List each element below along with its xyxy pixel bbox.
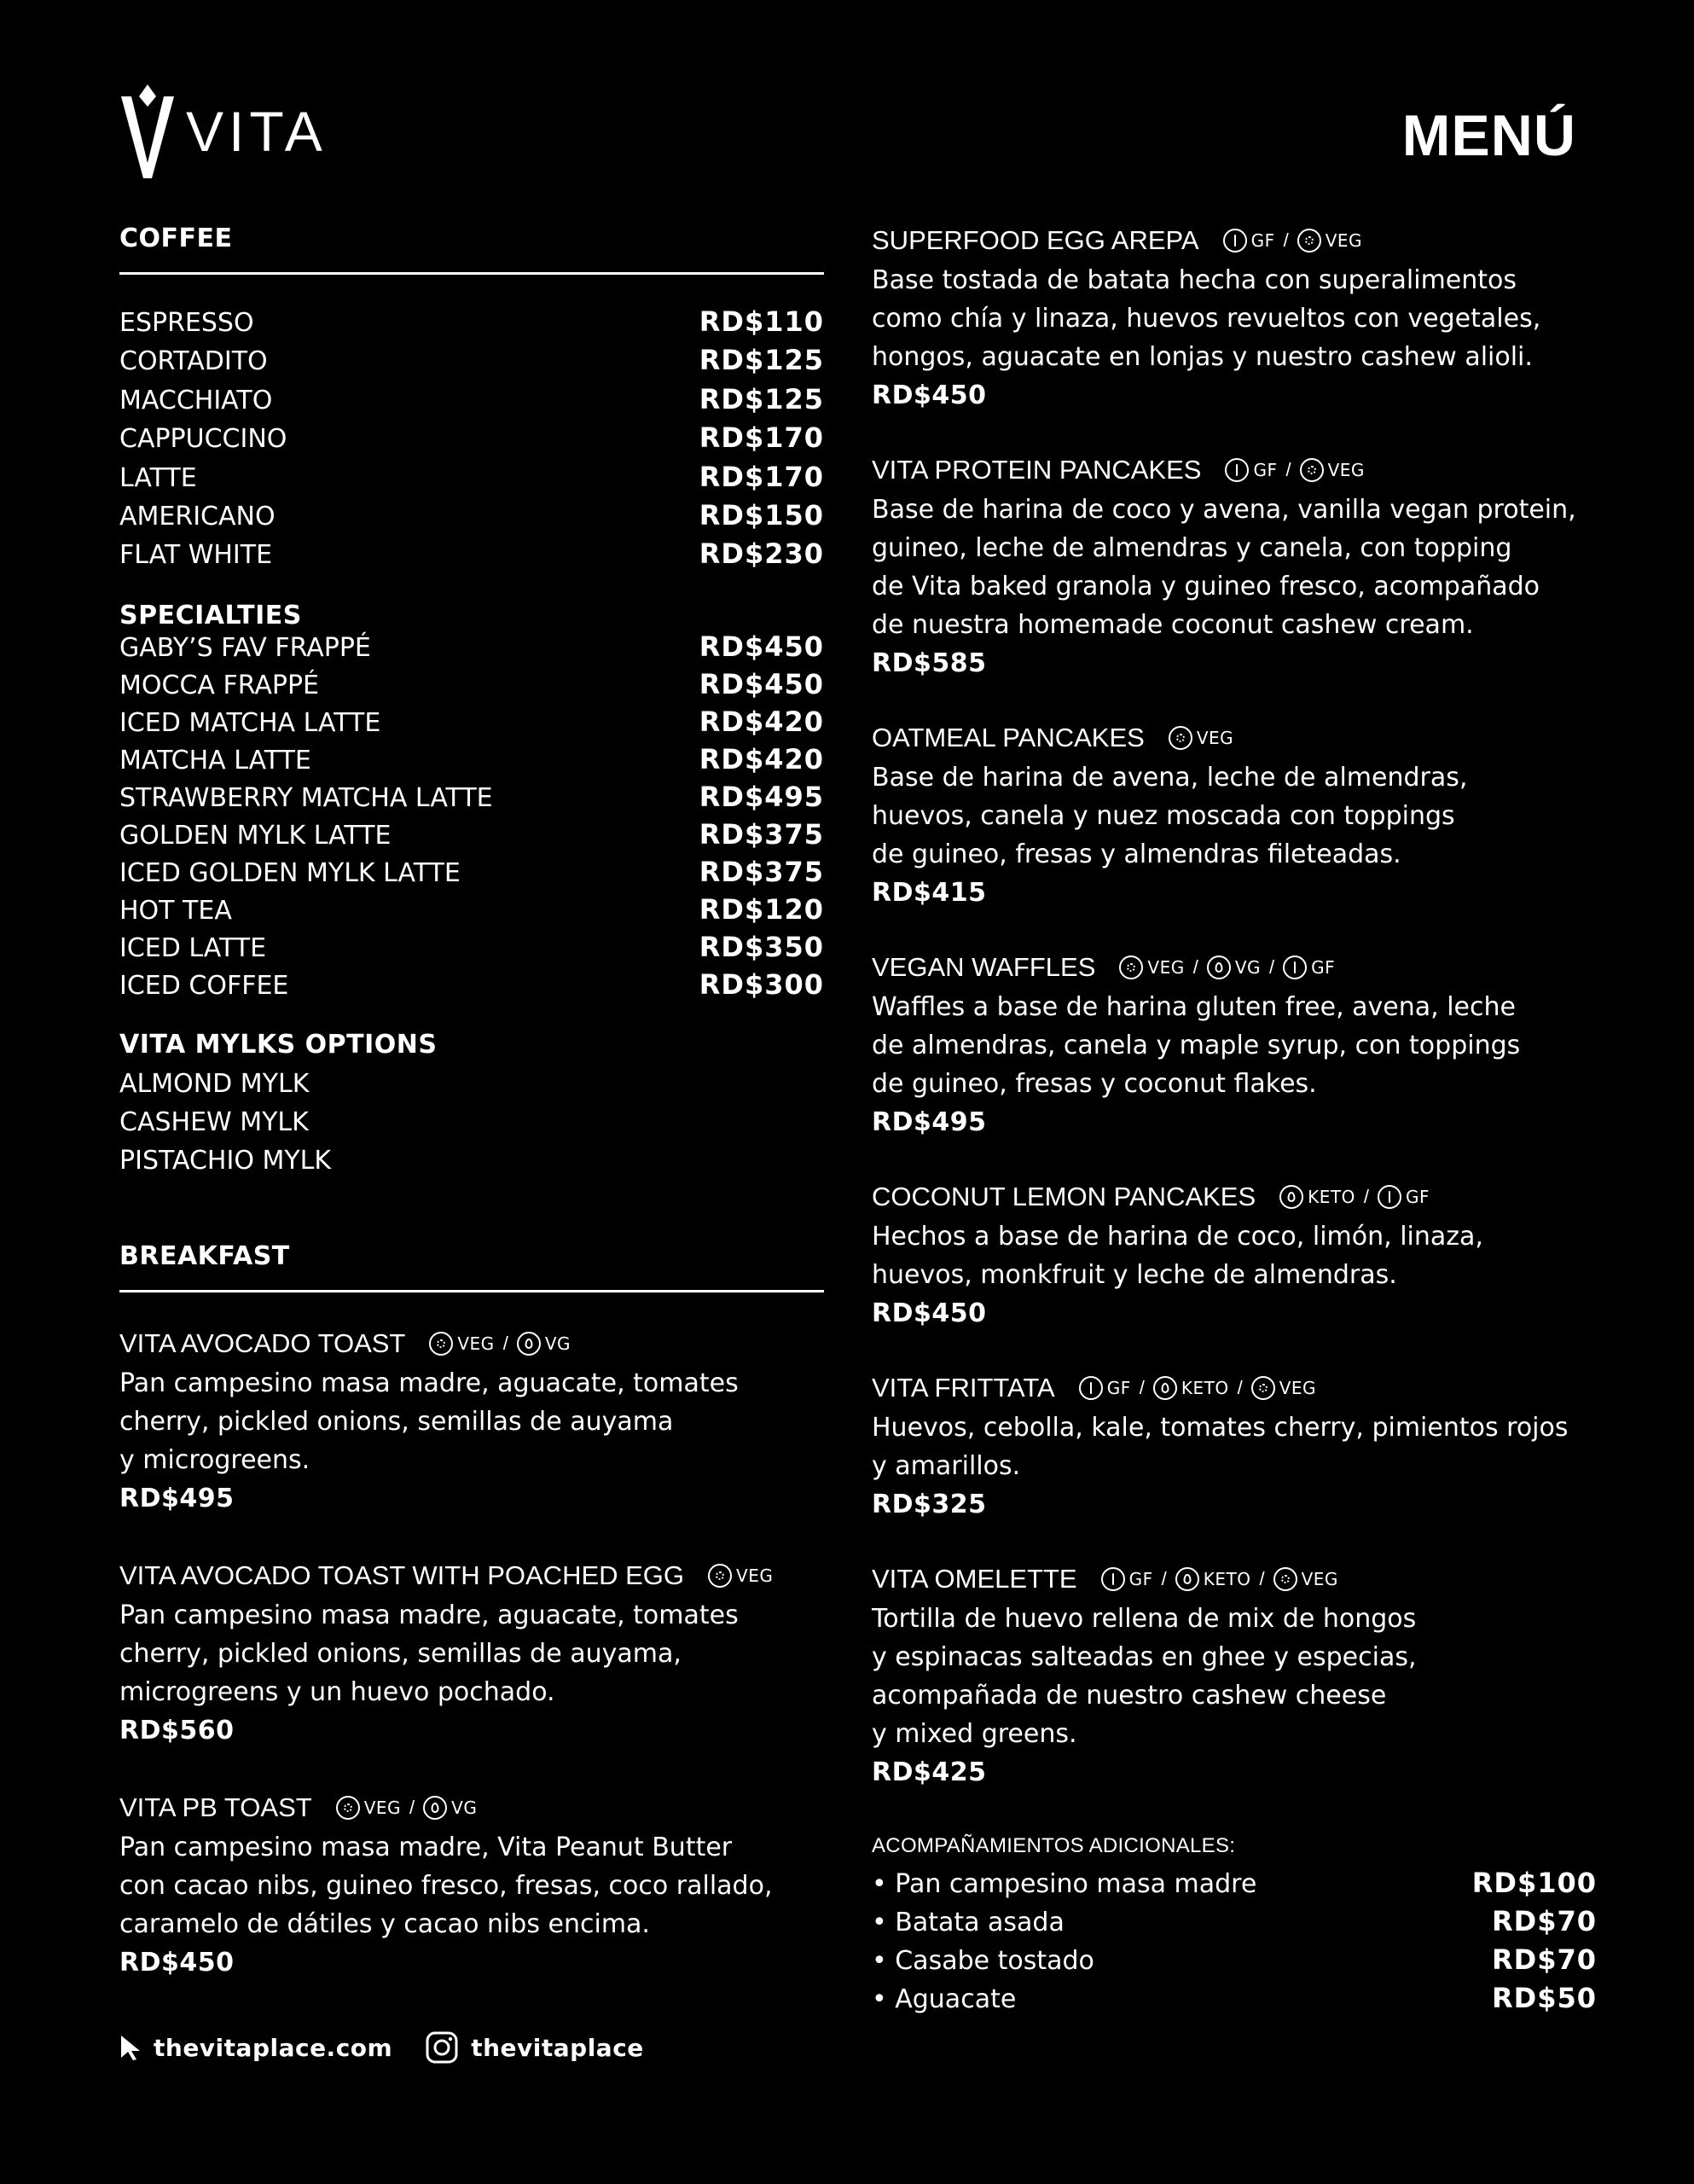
diet-tag-label: VEG: [1279, 1378, 1317, 1398]
item-price: RD$170: [699, 460, 824, 493]
item-name: STRAWBERRY MATCHA LATTE: [119, 782, 493, 813]
item-description: Pan campesino masa madre, Vita Peanut Butter con cacao nibs, guineo fresco, fresas, coco rallado, caramelo de dátiles y cacao nibs encima.: [119, 1832, 773, 1939]
menu-item: [872, 1562, 1597, 1792]
item-price: RD$70: [1492, 1905, 1597, 1937]
menu-item: [872, 721, 1597, 912]
item-price: RD$415: [872, 878, 987, 908]
item-price: RD$125: [699, 344, 824, 377]
diet-tag-label: GF: [1406, 1187, 1430, 1207]
tag-separator: /: [502, 1332, 508, 1354]
diet-tag-label: VG: [544, 1333, 571, 1354]
diet-tag: [1079, 1376, 1131, 1400]
tag-separator: /: [1269, 956, 1275, 978]
diet-tag-label: VEG: [1325, 230, 1363, 251]
item-price: RD$450: [699, 630, 824, 663]
item-price: RD$350: [699, 930, 824, 963]
coffee-item: [119, 383, 824, 421]
item-name: LATTE: [119, 462, 197, 493]
brand-name: VITA: [186, 100, 328, 163]
item-title-row: [872, 1371, 1597, 1405]
specialty-item: [119, 931, 824, 968]
diet-tag-label: VG: [451, 1797, 478, 1818]
item-description: Waffles a base de harina gluten free, avena, leche de almendras, canela y maple syrup, con toppings de guineo, fresas y coconut flakes.: [872, 992, 1521, 1099]
diet-tags: [1279, 1185, 1430, 1209]
extra-item: [872, 1943, 1597, 1982]
breakfast-heading: BREAKFAST: [119, 1240, 290, 1271]
drop-icon: [423, 1796, 447, 1820]
extra-item: [872, 1982, 1597, 2020]
item-name: MACCHIATO: [119, 385, 273, 415]
item-price: RD$50: [1492, 1982, 1597, 2014]
diet-tag: [1300, 458, 1365, 482]
item-name: • Pan campesino masa madre: [872, 1869, 1257, 1899]
tag-separator: /: [1237, 1377, 1243, 1398]
item-price: RD$495: [699, 780, 824, 813]
extra-item: [872, 1867, 1597, 1905]
item-price: RD$495: [872, 1107, 987, 1137]
specialty-item: [119, 893, 824, 931]
diet-tag-label: GF: [1106, 1378, 1131, 1398]
specialty-item: [119, 818, 824, 856]
menu-item: [872, 453, 1597, 682]
menu-item: [872, 950, 1597, 1141]
item-price: RD$375: [699, 817, 824, 851]
item-price: RD$170: [699, 421, 824, 455]
specialty-item: [119, 856, 824, 893]
drop-icon: [1207, 956, 1231, 979]
extras-list: [872, 1867, 1597, 2020]
wheat-icon: [1225, 458, 1249, 482]
item-description: Base tostada de batata hecha con superalimentos como chía y linaza, huevos revueltos con vegetales, hongos, aguacate en lonjas y nuestro cashew alioli.: [872, 265, 1541, 372]
breakfast-left-items: [119, 1327, 824, 1982]
item-description: Pan campesino masa madre, aguacate, tomates cherry, pickled onions, semillas de auyama, microgreens y un huevo pochado.: [119, 1600, 739, 1707]
item-price: RD$560: [119, 1715, 235, 1745]
tag-separator: /: [1283, 229, 1289, 251]
item-name: COCONUT LEMON PANCAKES: [872, 1182, 1256, 1211]
item-name: VITA OMELETTE: [872, 1564, 1077, 1594]
diet-tags: [708, 1564, 773, 1588]
coffee-item: [119, 305, 824, 344]
diet-tag-label: VG: [1234, 957, 1262, 978]
instagram-text: thevitaplace: [471, 2033, 644, 2062]
item-name: VITA AVOCADO TOAST WITH POACHED EGG: [119, 1560, 685, 1590]
wheat-icon: [1101, 1567, 1125, 1591]
diet-tag: [1283, 956, 1335, 979]
item-price: RD$585: [872, 648, 987, 678]
cursor-icon: [119, 2034, 142, 2061]
diet-tag: [517, 1332, 571, 1356]
drop-icon: [1153, 1376, 1177, 1400]
footer: [119, 2030, 676, 2065]
specialty-item: [119, 630, 824, 668]
item-price: RD$100: [1471, 1867, 1597, 1899]
item-name: MOCCA FRAPPÉ: [119, 670, 319, 700]
diet-tag: [1279, 1185, 1355, 1209]
leaf-icon: [1297, 229, 1321, 253]
item-price: RD$300: [699, 967, 824, 1001]
drop-icon: [517, 1332, 541, 1356]
specialties-list: [119, 630, 824, 1006]
wheat-icon: [1079, 1376, 1103, 1400]
item-name: VITA AVOCADO TOAST: [119, 1327, 406, 1358]
diet-tag: [708, 1564, 773, 1588]
leaf-icon: [1300, 458, 1324, 482]
diet-tag-label: GF: [1128, 1569, 1153, 1589]
coffee-heading: COFFEE: [119, 224, 233, 253]
item-description: Huevos, cebolla, kale, tomates cherry, pimientos rojos y amarillos.: [872, 1413, 1569, 1481]
specialty-item: [119, 668, 824, 706]
coffee-divider: [119, 272, 824, 275]
item-price: RD$495: [119, 1483, 235, 1513]
diet-tag-label: GF: [1250, 230, 1275, 251]
item-name: OATMEAL PANCAKES: [872, 723, 1145, 752]
item-name: HOT TEA: [119, 895, 232, 926]
item-name: ICED MATCHA LATTE: [119, 707, 381, 738]
item-price: RD$70: [1492, 1943, 1597, 1976]
diet-tag: [423, 1796, 477, 1820]
website-link[interactable]: [119, 2034, 392, 2062]
diet-tag-label: KETO: [1203, 1569, 1251, 1589]
leaf-icon: [1119, 956, 1143, 979]
item-name: AMERICANO: [119, 501, 276, 531]
brand-logo: [119, 81, 328, 182]
wheat-icon: [1223, 229, 1247, 253]
item-price: RD$420: [699, 705, 824, 738]
mylks-heading: VITA MYLKS OPTIONS: [119, 1029, 438, 1060]
item-price: RD$325: [872, 1490, 987, 1519]
leaf-icon: [1273, 1567, 1297, 1591]
diet-tag: [1169, 726, 1233, 750]
diet-tag-label: VEG: [1301, 1569, 1338, 1589]
wheat-icon: [1378, 1185, 1401, 1209]
item-price: RD$150: [699, 498, 824, 531]
breakfast-divider: [119, 1290, 824, 1292]
item-name: • Aguacate: [872, 1984, 1017, 2014]
extras-heading: ACOMPAÑAMIENTOS ADICIONALES:: [872, 1834, 1236, 1857]
website-text: thevitaplace.com: [154, 2033, 393, 2062]
diet-tag: [1119, 956, 1184, 979]
item-price: RD$450: [699, 667, 824, 700]
coffee-item: [119, 421, 824, 460]
specialty-item: [119, 743, 824, 781]
item-name: SUPERFOOD EGG AREPA: [872, 225, 1199, 255]
diet-tag: [1153, 1376, 1229, 1400]
drop-icon: [1279, 1185, 1303, 1209]
diet-tags: [429, 1332, 571, 1356]
tag-separator: /: [1259, 1568, 1265, 1589]
diet-tag-label: VEG: [1147, 957, 1185, 978]
diet-tag-label: GF: [1253, 460, 1278, 480]
coffee-list: [119, 305, 824, 577]
item-price: RD$120: [699, 892, 824, 926]
item-title-row: [872, 1562, 1597, 1596]
diet-tag-label: KETO: [1181, 1378, 1229, 1398]
diet-tag-label: VEG: [457, 1333, 495, 1354]
tag-separator: /: [409, 1796, 415, 1818]
coffee-item: [119, 537, 824, 576]
coffee-item: [119, 461, 824, 499]
breakfast-right-items: [872, 224, 1597, 1792]
item-description: Base de harina de avena, leche de almendras, huevos, canela y nuez moscada con toppings de guineo, fresas y almendras fileteadas.: [872, 763, 1468, 869]
mylk-item: PISTACHIO MYLK: [119, 1145, 332, 1176]
item-title-row: [119, 1559, 824, 1593]
diet-tags: [1101, 1567, 1338, 1591]
left-column: [119, 224, 824, 1982]
diet-tag: [1251, 1376, 1316, 1400]
diet-tags: [336, 1796, 478, 1820]
leaf-icon: [1251, 1376, 1275, 1400]
item-description: Tortilla de huevo rellena de mix de hongos y espinacas salteadas en ghee y especias, acompañada de nuestro cashew cheese y mixed greens.: [872, 1604, 1417, 1749]
diet-tag-label: VEG: [736, 1565, 774, 1586]
menu-item: [872, 224, 1597, 415]
item-title-row: [872, 721, 1597, 755]
leaf-icon: [1169, 726, 1192, 750]
menu-item: [119, 1791, 824, 1982]
diet-tag: [429, 1332, 494, 1356]
menu-item: [119, 1559, 824, 1750]
item-price: RD$125: [699, 382, 824, 415]
diet-tag: [336, 1796, 401, 1820]
item-price: RD$420: [699, 742, 824, 775]
item-price: RD$450: [872, 380, 987, 410]
tag-separator: /: [1285, 459, 1291, 480]
mylk-item: ALMOND MYLK: [119, 1068, 310, 1099]
item-title-row: [119, 1327, 824, 1361]
diet-tag: [1223, 229, 1275, 253]
item-name: VITA FRITTATA: [872, 1373, 1055, 1403]
item-title-row: [872, 950, 1597, 985]
extra-item: [872, 1905, 1597, 1943]
vita-logo-icon: [119, 81, 176, 182]
tag-separator: /: [1363, 1186, 1369, 1207]
leaf-icon: [708, 1564, 732, 1588]
diet-tags: [1119, 956, 1335, 979]
item-name: ICED LATTE: [119, 932, 267, 963]
item-price: RD$425: [872, 1757, 987, 1787]
diet-tag: [1225, 458, 1277, 482]
item-name: ICED GOLDEN MYLK LATTE: [119, 857, 461, 888]
diet-tag-label: GF: [1311, 957, 1336, 978]
item-title-row: [872, 1180, 1597, 1214]
mylk-item: CASHEW MYLK: [119, 1107, 309, 1137]
specialty-item: [119, 968, 824, 1006]
wheat-icon: [1283, 956, 1307, 979]
item-name: ESPRESSO: [119, 308, 254, 338]
drop-icon: [1175, 1567, 1199, 1591]
extras-section: [872, 1834, 1597, 2020]
right-column: [872, 224, 1597, 2020]
item-name: • Batata asada: [872, 1908, 1065, 1937]
diet-tag: [1273, 1567, 1338, 1591]
item-name: VITA PROTEIN PANCAKES: [872, 455, 1202, 485]
diet-tags: [1169, 726, 1233, 750]
diet-tag: [1378, 1185, 1430, 1209]
item-title-row: [872, 224, 1597, 258]
item-description: Pan campesino masa madre, aguacate, tomates cherry, pickled onions, semillas de auyama y microgreens.: [119, 1368, 739, 1475]
item-price: RD$450: [119, 1947, 235, 1978]
item-price: RD$230: [699, 537, 824, 571]
item-title-row: [119, 1791, 824, 1825]
tag-separator: /: [1192, 956, 1198, 978]
diet-tag: [1297, 229, 1362, 253]
item-description: Base de harina de coco y avena, vanilla vegan protein, guineo, leche de almendras y canela, con topping de Vita baked granola y guineo fresco, acompañado de nuestra homemade coconut cashew cream.: [872, 495, 1576, 640]
item-price: RD$450: [872, 1298, 987, 1328]
item-name: ICED COFFEE: [119, 970, 289, 1001]
coffee-item: [119, 344, 824, 382]
diet-tags: [1225, 458, 1364, 482]
diet-tag-label: KETO: [1308, 1187, 1355, 1207]
diet-tag-label: VEG: [1196, 728, 1234, 748]
tag-separator: /: [1139, 1377, 1145, 1398]
instagram-link[interactable]: [425, 2030, 644, 2065]
item-price: RD$110: [699, 305, 824, 338]
item-price: RD$375: [699, 855, 824, 888]
diet-tags: [1079, 1376, 1316, 1400]
menu-item: [872, 1371, 1597, 1524]
item-name: CORTADITO: [119, 346, 268, 377]
instagram-icon: [425, 2030, 459, 2065]
diet-tag: [1175, 1567, 1251, 1591]
item-name: CAPPUCCINO: [119, 424, 287, 455]
diet-tag-label: VEG: [363, 1797, 402, 1818]
diet-tag: [1207, 956, 1261, 979]
item-name: • Casabe tostado: [872, 1946, 1094, 1976]
item-name: MATCHA LATTE: [119, 745, 311, 775]
mylks-list: [119, 1065, 824, 1180]
leaf-icon: [336, 1796, 360, 1820]
diet-tag-label: VEG: [1327, 460, 1365, 480]
item-description: Hechos a base de harina de coco, limón, linaza, huevos, monkfruit y leche de almendras.: [872, 1222, 1483, 1290]
item-name: GABY’S FAV FRAPPÉ: [119, 632, 371, 663]
diet-tag: [1101, 1567, 1153, 1591]
diet-tags: [1223, 229, 1362, 253]
specialty-item: [119, 781, 824, 818]
specialties-heading: SPECIALTIES: [119, 600, 302, 630]
menu-title: MENÚ: [1401, 103, 1576, 168]
item-name: GOLDEN MYLK LATTE: [119, 820, 392, 851]
leaf-icon: [429, 1332, 453, 1356]
specialty-item: [119, 706, 824, 743]
coffee-item: [119, 499, 824, 537]
menu-item: [119, 1327, 824, 1518]
item-title-row: [872, 453, 1597, 487]
tag-separator: /: [1161, 1568, 1167, 1589]
item-name: VEGAN WAFFLES: [872, 952, 1096, 982]
item-name: FLAT WHITE: [119, 540, 273, 571]
item-name: VITA PB TOAST: [119, 1792, 312, 1822]
menu-item: [872, 1180, 1597, 1333]
